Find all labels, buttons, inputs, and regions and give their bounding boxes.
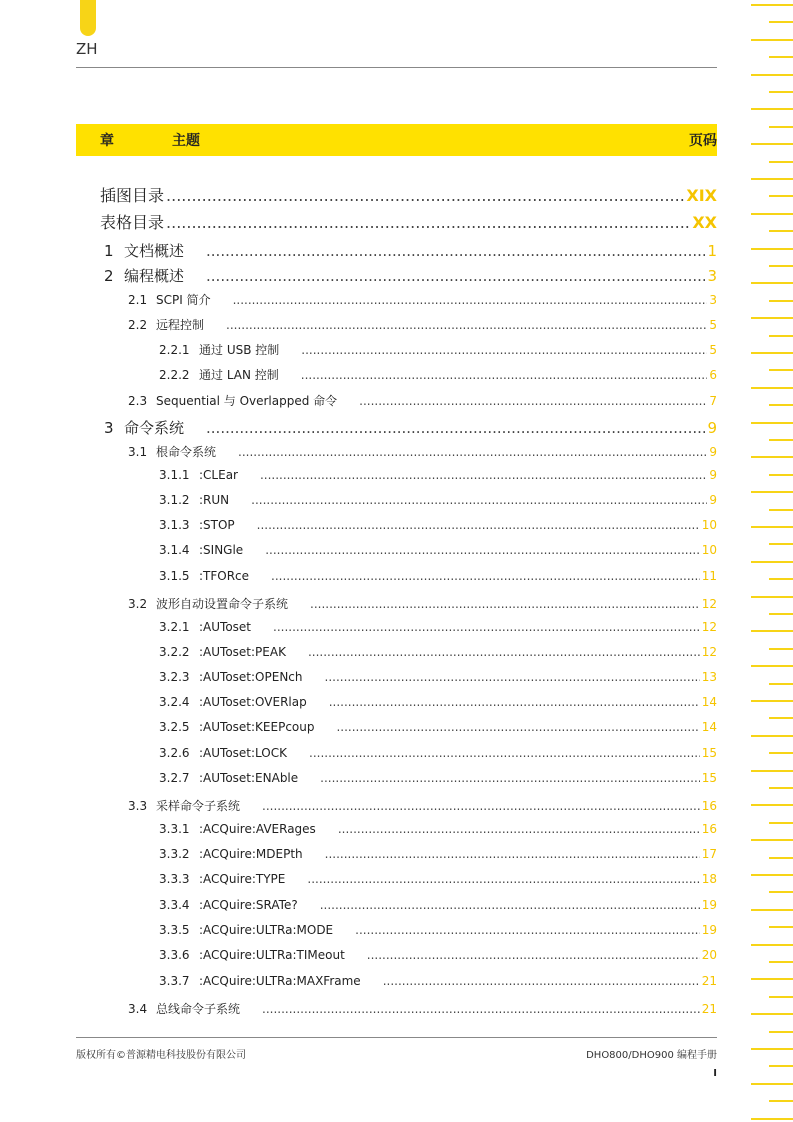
toc-entry-title: 插图目录 (100, 186, 165, 205)
toc-entry-page: 9 (709, 468, 717, 482)
toc-entry-title: :STOP (199, 518, 235, 532)
toc-entry-title: :ACQuire:ULTRa:MODE (199, 923, 334, 937)
decorative-stripe (751, 596, 793, 598)
footer-manual-title: DHO800/DHO900 编程手册 (586, 1050, 717, 1061)
toc-entry-title: 总线命令子系统 (156, 1002, 241, 1016)
toc-leader-dots (271, 569, 700, 583)
toc-entry-number: 3.2.4 (159, 695, 190, 709)
toc-entry-page: 19 (701, 923, 717, 937)
toc-entry-number: 3.4 (128, 1002, 148, 1016)
decorative-stripe (769, 335, 793, 337)
toc-entry[interactable] (104, 417, 717, 438)
toc-leader-dots (238, 445, 707, 459)
toc-entry-number: 3.3.4 (159, 898, 190, 912)
toc-entry-number: 3.3.5 (159, 923, 190, 937)
toc-header-page: 页码 (689, 133, 717, 149)
toc-entry[interactable] (159, 366, 717, 383)
toc-entry[interactable] (104, 240, 717, 261)
decorative-stripe (751, 352, 793, 354)
toc-entry-number: 3.1.5 (159, 569, 190, 583)
toc-entry-title: :ACQuire:ULTRa:TIMeout (199, 948, 345, 962)
toc-leader-dots (320, 898, 700, 912)
decorative-stripe (769, 369, 793, 371)
decorative-stripe (751, 1083, 793, 1085)
toc-entry-number: 3.1.2 (159, 493, 190, 507)
toc-leader-dots (166, 186, 684, 205)
decorative-stripe (751, 491, 793, 493)
decorative-stripe (751, 909, 793, 911)
toc-leader-dots (359, 394, 707, 408)
toc-entry-number: 3.2.3 (159, 670, 190, 684)
decorative-stripe (769, 613, 793, 615)
decorative-stripe (751, 1118, 793, 1120)
toc-leader-dots (329, 695, 700, 709)
decorative-stripe (751, 143, 793, 145)
decorative-stripe (769, 126, 793, 128)
toc-entry[interactable] (159, 872, 717, 886)
decorative-stripe (751, 108, 793, 110)
toc-entry[interactable] (159, 847, 717, 861)
toc-entry-number: 3.2.1 (159, 620, 190, 634)
toc-entry[interactable] (159, 518, 717, 532)
toc-entry-number: 3.1.1 (159, 468, 190, 482)
toc-entry-page: 20 (701, 948, 717, 962)
toc-entry-title: :AUToset:OVERlap (199, 695, 307, 709)
toc-header-bar (76, 124, 717, 156)
toc-leader-dots (367, 948, 700, 962)
decorative-stripe (769, 474, 793, 476)
toc-entry[interactable] (159, 695, 717, 709)
toc-entry[interactable] (128, 797, 717, 814)
decorative-stripe (751, 630, 793, 632)
toc-leader-dots (309, 746, 700, 760)
toc-leader-dots (262, 1002, 700, 1016)
toc-entry[interactable] (128, 392, 717, 409)
toc-entry-number: 3 (104, 419, 114, 437)
toc-entry[interactable] (159, 543, 717, 557)
toc-entry-page: 15 (701, 771, 717, 785)
toc-header-chapter: 章 (100, 133, 114, 149)
toc-entry-page: 7 (709, 394, 717, 408)
toc-entry[interactable] (159, 569, 717, 583)
toc-entry-number: 3.3.6 (159, 948, 190, 962)
decorative-stripe (769, 265, 793, 267)
toc-entry-number: 3.2.7 (159, 771, 190, 785)
toc-entry[interactable] (159, 645, 717, 659)
decorative-stripe (751, 735, 793, 737)
decorative-stripe (769, 891, 793, 893)
toc-entry-title: :ACQuire:ULTRa:MAXFrame (199, 974, 361, 988)
toc-entry-page: 11 (701, 569, 717, 583)
decorative-stripe (769, 161, 793, 163)
toc-entry-title: 通过 USB 控制 (199, 343, 280, 357)
decorative-stripe (751, 526, 793, 528)
toc-entry[interactable] (100, 210, 717, 233)
decorative-stripe (751, 422, 793, 424)
toc-entry-title: 通过 LAN 控制 (199, 368, 279, 382)
toc-entry[interactable] (159, 670, 717, 684)
toc-entry[interactable] (159, 923, 717, 937)
toc-entry-number: 2.1 (128, 293, 148, 307)
toc-entry[interactable] (128, 1000, 717, 1017)
toc-entry-number: 2.2.1 (159, 343, 190, 357)
toc-entry[interactable] (159, 771, 717, 785)
toc-entry[interactable] (128, 443, 717, 460)
toc-leader-dots (320, 771, 700, 785)
toc-entry[interactable] (100, 183, 717, 206)
language-label: ZH (76, 40, 98, 58)
toc-leader-dots (325, 670, 700, 684)
toc-entry-page: 12 (701, 645, 717, 659)
toc-leader-dots (251, 493, 707, 507)
toc-entry-title: SCPI 简介 (156, 293, 211, 307)
toc-leader-dots (307, 872, 699, 886)
decorative-stripe (769, 91, 793, 93)
toc-entry-page: 13 (701, 670, 717, 684)
toc-entry-title: :AUToset:OPENch (199, 670, 303, 684)
toc-entry[interactable] (159, 620, 717, 634)
toc-entry-number: 3.3.7 (159, 974, 190, 988)
toc-leader-dots (325, 847, 700, 861)
decorative-stripe (769, 1065, 793, 1067)
toc-entry-page: 18 (701, 872, 717, 886)
toc-entry-title: :RUN (199, 493, 230, 507)
decorative-stripe (769, 857, 793, 859)
toc-entry-title: 采样命令子系统 (156, 799, 241, 813)
toc-entry-page: 19 (701, 898, 717, 912)
decorative-stripe (769, 648, 793, 650)
toc-entry-page: 17 (701, 847, 717, 861)
toc-leader-dots (308, 645, 700, 659)
toc-entry-number: 3.3.3 (159, 872, 190, 886)
toc-entry[interactable] (104, 265, 717, 286)
toc-entry-number: 2.3 (128, 394, 148, 408)
toc-entry-title: 命令系统 (124, 419, 185, 437)
toc-entry-page: 21 (701, 1002, 717, 1016)
decorative-stripe (751, 248, 793, 250)
decorative-stripe (751, 4, 793, 6)
toc-entry-number: 2.2.2 (159, 368, 190, 382)
toc-entry-page: 5 (709, 318, 717, 332)
toc-leader-dots (166, 213, 690, 232)
decorative-stripe (751, 839, 793, 841)
toc-entry[interactable] (128, 291, 717, 308)
toc-leader-dots (206, 267, 705, 285)
toc-leader-dots (260, 468, 707, 482)
toc-entry-title: 表格目录 (100, 213, 165, 232)
toc-entry-number: 3.1.4 (159, 543, 190, 557)
toc-entry-number: 3.2.2 (159, 645, 190, 659)
decorative-stripe (751, 74, 793, 76)
toc-entry-page: 3 (709, 293, 717, 307)
toc-entry[interactable] (159, 468, 717, 482)
toc-entry-page: 1 (707, 242, 717, 260)
decorative-stripe (751, 804, 793, 806)
toc-entry-title: :SINGle (199, 543, 244, 557)
toc-entry[interactable] (159, 341, 717, 358)
toc-entry-number: 3.3.2 (159, 847, 190, 861)
toc-entry-page: 14 (701, 720, 717, 734)
decorative-stripe (769, 1100, 793, 1102)
decorative-stripe (769, 822, 793, 824)
toc-entry[interactable] (159, 974, 717, 988)
decorative-stripe (751, 1048, 793, 1050)
toc-entry-number: 1 (104, 242, 114, 260)
footer-rule (76, 1037, 717, 1038)
decorative-stripe (751, 874, 793, 876)
toc-entry-page: 9 (709, 493, 717, 507)
toc-leader-dots (310, 597, 700, 611)
toc-entry[interactable] (159, 948, 717, 962)
toc-entry-page: 14 (701, 695, 717, 709)
toc-leader-dots (383, 974, 700, 988)
decorative-stripe (751, 282, 793, 284)
toc-entry-page: 6 (709, 368, 717, 382)
toc-entry-title: :AUToset:ENAble (199, 771, 299, 785)
decorative-stripe (769, 300, 793, 302)
toc-entry[interactable] (159, 746, 717, 760)
toc-entry-title: :AUToset:KEEPcoup (199, 720, 315, 734)
toc-leader-dots (262, 799, 700, 813)
toc-entry-page: 16 (701, 822, 717, 836)
decorative-stripe (769, 21, 793, 23)
toc-entry-title: 根命令系统 (156, 445, 217, 459)
toc-entry-page: XIX (686, 186, 717, 205)
decorative-stripe (769, 56, 793, 58)
toc-entry-page: 10 (701, 518, 717, 532)
toc-entry-page: 9 (709, 445, 717, 459)
toc-entry-number: 3.2 (128, 597, 148, 611)
toc-leader-dots (257, 518, 700, 532)
decorative-stripe (769, 543, 793, 545)
toc-entry-title: Sequential 与 Overlapped 命令 (156, 394, 338, 408)
toc-entry-title: :ACQuire:SRATe? (199, 898, 298, 912)
toc-entry-number: 2.2 (128, 318, 148, 332)
footer-copyright: 版权所有©普源精电科技股份有限公司 (76, 1050, 246, 1061)
decorative-stripe (751, 39, 793, 41)
toc-entry[interactable] (128, 316, 717, 333)
toc-entry-title: 编程概述 (124, 267, 185, 285)
decorative-stripe (769, 195, 793, 197)
toc-entry-page: 5 (709, 343, 717, 357)
toc-entry-title: 文档概述 (124, 242, 185, 260)
decorative-stripe (751, 561, 793, 563)
toc-entry-title: 波形自动设置命令子系统 (156, 597, 289, 611)
decorative-stripe (769, 926, 793, 928)
toc-entry-number: 3.3.1 (159, 822, 190, 836)
toc-entry-title: :TFORce (199, 569, 250, 583)
toc-entry[interactable] (159, 822, 717, 836)
toc-leader-dots (206, 419, 705, 437)
toc-entry-title: :ACQuire:AVERages (199, 822, 316, 836)
toc-leader-dots (273, 620, 700, 634)
decorative-stripe (769, 683, 793, 685)
toc-entry-number: 3.1.3 (159, 518, 190, 532)
toc-entry-number: 3.3 (128, 799, 148, 813)
toc-entry-title: :ACQuire:MDEPth (199, 847, 303, 861)
toc-leader-dots (265, 543, 700, 557)
toc-entry-page: 21 (701, 974, 717, 988)
decorative-stripe (751, 213, 793, 215)
toc-leader-dots (233, 293, 708, 307)
decorative-stripe (769, 717, 793, 719)
decorative-stripe (769, 439, 793, 441)
header-rule (76, 67, 717, 68)
toc-entry-title: :AUToset:PEAK (199, 645, 286, 659)
toc-entry[interactable] (159, 720, 717, 734)
toc-entry-page: 12 (701, 620, 717, 634)
decorative-stripe (751, 944, 793, 946)
toc-entry-title: 远程控制 (156, 318, 205, 332)
toc-entry-number: 3.1 (128, 445, 148, 459)
decorative-stripe (769, 752, 793, 754)
toc-entry-page: 3 (707, 267, 717, 285)
toc-entry-title: :AUToset (199, 620, 252, 634)
toc-entry-title: :ACQuire:TYPE (199, 872, 286, 886)
decorative-stripe (769, 230, 793, 232)
decorative-stripe (769, 961, 793, 963)
toc-leader-dots (206, 242, 705, 260)
toc-entry-page: 12 (701, 597, 717, 611)
page-number: I (713, 1068, 717, 1079)
decorative-stripe (751, 770, 793, 772)
decorative-stripe (769, 404, 793, 406)
decorative-stripe (751, 317, 793, 319)
decorative-stripe (751, 387, 793, 389)
toc-leader-dots (338, 822, 700, 836)
decorative-stripe (769, 1031, 793, 1033)
decorative-stripe (751, 978, 793, 980)
toc-entry-number: 3.2.6 (159, 746, 190, 760)
toc-entry[interactable] (159, 493, 717, 507)
decorative-stripe (751, 178, 793, 180)
toc-leader-dots (226, 318, 707, 332)
toc-entry[interactable] (159, 898, 717, 912)
toc-header-topic: 主题 (172, 133, 200, 149)
decorative-stripe (751, 665, 793, 667)
decorative-stripe (769, 509, 793, 511)
toc-entry-page: 10 (701, 543, 717, 557)
header-tab-marker (80, 0, 96, 36)
decorative-stripe (751, 1013, 793, 1015)
toc-leader-dots (301, 343, 707, 357)
toc-entry-page: 15 (701, 746, 717, 760)
toc-entry-title: :AUToset:LOCK (199, 746, 288, 760)
toc-leader-dots (336, 720, 699, 734)
decorative-stripe (769, 996, 793, 998)
toc-entry-number: 3.2.5 (159, 720, 190, 734)
decorative-stripe (769, 787, 793, 789)
toc-entry-number: 2 (104, 267, 114, 285)
toc-leader-dots (355, 923, 700, 937)
toc-entry-page: 16 (701, 799, 717, 813)
decorative-stripe (751, 456, 793, 458)
decorative-stripe (769, 578, 793, 580)
toc-entry-title: :CLEar (199, 468, 238, 482)
toc-entry-page: XX (692, 213, 717, 232)
toc-leader-dots (301, 368, 708, 382)
toc-entry[interactable] (128, 595, 717, 612)
decorative-stripe (751, 700, 793, 702)
toc-entry-page: 9 (707, 419, 717, 437)
